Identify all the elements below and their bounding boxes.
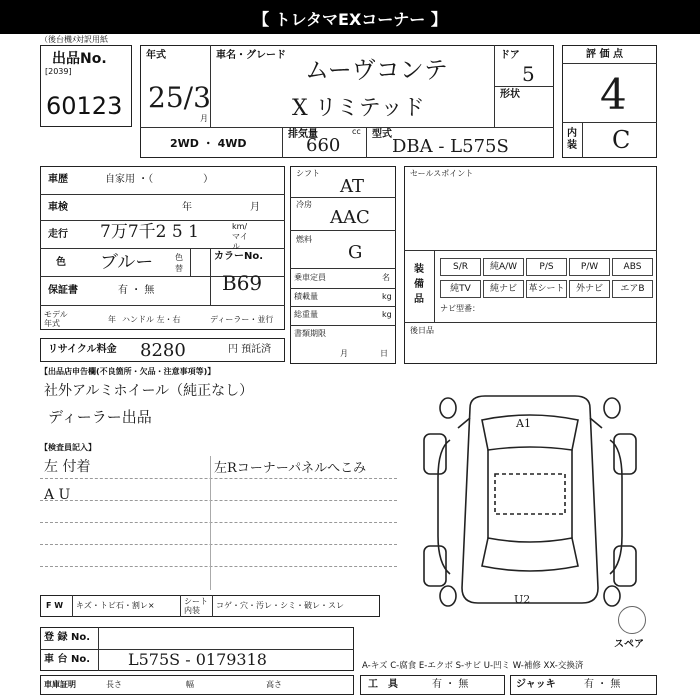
gross-unit: kg [382,310,392,319]
color-code-label: カラーNo. [214,251,264,262]
doors-label: ドア [500,50,520,61]
exhibitor-note-2: ディーラー出品 [48,408,152,426]
condition-seat-items: コゲ・穴・汚レ・シミ・破レ・スレ [216,601,344,610]
chassis-label: 車 台 No. [44,654,91,665]
diagram-a1-front: A1 [516,417,531,430]
load-unit: kg [382,292,392,301]
model-row-year: 年 [108,315,116,324]
expiry-height: 高さ [266,680,282,689]
recycle-value: 8280 [140,340,186,361]
ac-label: 冷房 [296,200,312,209]
expiry-long: 長さ [106,680,122,689]
equipment-item: 革シート [526,280,567,298]
mileage-unit: km/マイル [232,222,248,251]
model-year-value: 25/3 [148,81,211,114]
equipment-item: 純A/W [483,258,524,276]
condition-fw: F W [46,601,64,610]
header-title: 【 トレタマEXコーナー 】 [253,10,447,29]
warranty-label: 保証書 [48,285,78,296]
equipment-item: 外ナビ [569,280,610,298]
diagram-u2: U2 [514,593,531,606]
capacity-label: 乗車定員 [294,273,326,282]
model-row-handle: ハンドル 左・右 [122,315,181,324]
doors-value: 5 [522,62,535,86]
doc-expiry-day: 日 [380,349,388,358]
shift-label: シフト [296,169,320,178]
inspection-year: 年 [182,202,192,213]
interior-label: 内装 [567,128,577,151]
interior-value: C [612,126,631,154]
lot-label: 出品No. [52,51,107,67]
gross-label: 総重量 [294,310,318,319]
inspector-label: 【検査員記入】 [40,443,96,452]
score-value: 4 [600,70,627,119]
equipment-item: エアB [612,280,653,298]
color-code-value: B69 [222,271,263,295]
tools-label: 工 具 [368,679,398,690]
jack-label: ジャッキ [516,679,556,690]
equipment-item: P/S [526,258,567,276]
condition-seat: シート内装 [184,597,208,615]
inspector-note-2: A U [44,487,71,503]
jack-value: 有 ・ 無 [584,679,621,690]
capacity-unit: 名 [382,273,390,282]
inspection-label: 車検 [48,202,68,213]
equipment-label: 装備品 [414,264,424,305]
expiry-label: 車庫証明 [44,680,76,689]
displacement-value: 660 [306,135,341,156]
mileage-value: 7万7千2 5 1 [100,222,199,242]
chassis-value: L575S - 0179318 [128,650,267,669]
tools-value: 有 ・ 無 [432,679,469,690]
fuel-value: G [348,242,363,263]
color-value: ブルー [100,252,154,273]
exhibitor-note-1: 社外アルミホイール（純正なし） [44,383,254,399]
navi-label: ナビ型番： [440,304,480,313]
drive-label: 2WD ・ 4WD [170,137,247,150]
expiry-box [40,675,354,695]
mileage-label: 走行 [48,229,68,240]
inspection-month: 月 [250,202,260,213]
post-install-label: 後日品 [410,326,434,335]
fuel-label: 燃料 [296,235,312,244]
doc-expiry-label: 書類期限 [294,329,326,338]
body-shape-label: 形状 [500,89,520,100]
history-value: 自家用 ・（ ） [105,174,214,185]
model-code-value: DBA - L575S [392,136,509,157]
equipment-item: 純ナビ [483,280,524,298]
warranty-value: 有 ・ 無 [118,285,155,296]
sales-point-label: セールスポイント [410,169,474,178]
top-note: （後台機ﾒ対訳用紙 [40,35,108,44]
model-row-model: モデル年式 [44,310,68,328]
equipment-item: P/W [569,258,610,276]
model-code-label: 型式 [372,129,392,140]
exhibitor-notes-label: 【出品店申告欄(不良箇所・欠品・注意事項等)】 [40,367,216,376]
displacement-unit: cc [352,127,361,136]
ac-value: AAC [330,207,370,228]
lot-stamp: [2039] [45,67,72,76]
equipment-item: S/R [440,258,481,276]
history-label: 車歴 [48,174,68,185]
expiry-width: 幅 [186,680,194,689]
inspector-area [40,456,397,590]
color-label: 色 [56,257,66,268]
condition-items: キズ・トビ石・割レ× [76,601,155,610]
recycle-unit: 円 預託済 [228,344,272,355]
inspector-note-1: 左 付着 [44,459,91,475]
displacement-label: 排気量 [288,129,318,140]
score-label: 評 価 点 [586,49,623,60]
color-change: 色替 [175,253,183,273]
model-row-dealer: ディーラー・並行 [210,315,274,324]
car-name-value: ムーヴコンテ [305,56,448,84]
car-grade-value: X リミテッド [292,96,425,121]
model-year-label: 年式 [146,50,166,61]
car-name-label: 車名・グレード [216,50,286,61]
equipment-item: 純TV [440,280,481,298]
shift-value: AT [340,176,365,197]
lot-number: 60123 [46,92,123,120]
spare-tire-icon [618,606,646,634]
damage-legend: A-キズ C-腐食 E-エクボ S-サビ U-凹ミ W-補修 XX-交換済 [362,661,584,671]
equipment-item: ABS [612,258,653,276]
spare-label: スペア [614,639,644,650]
load-label: 積載量 [294,292,318,301]
doc-expiry-month: 月 [340,349,348,358]
model-year-month: 月 [200,114,208,123]
registration-label: 登 録 No. [44,632,91,643]
recycle-label: リサイクル料金 [48,344,117,355]
inspector-note-right: 左Rコーナーパネルへこみ [214,461,367,476]
